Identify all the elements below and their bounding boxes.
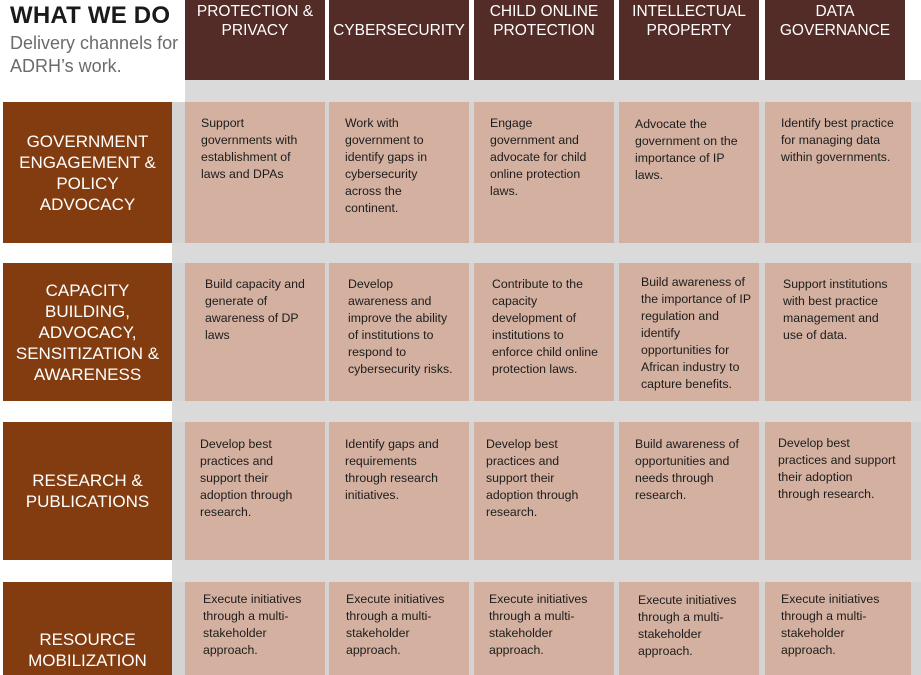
row-gap-3 <box>172 560 921 582</box>
column-header-label: DATA GOVERNANCE <box>779 3 891 39</box>
table-cell <box>765 263 911 401</box>
cell-text: Execute initiatives through a multi-stakeholder approach. <box>346 592 445 657</box>
cell-text: Execute initiatives through a multi-stakeholder approach. <box>489 592 588 657</box>
column-header-label: PROTECTION & PRIVACY <box>196 3 314 39</box>
column-header-label: CYBERSECURITY <box>333 22 465 39</box>
page-subtitle: Delivery channels for ADRH’s work. <box>10 33 179 76</box>
cell-text: Support governments with establishment of laws and DPAs <box>201 116 298 181</box>
row-gap-2 <box>172 401 921 422</box>
header-separator-band <box>185 80 921 102</box>
cell-text: Develop awareness and improve the ability of institutions to respond to cybersecurity risks. <box>348 277 453 376</box>
column-header-data-governance <box>765 0 905 80</box>
cell-text: Develop best practices and support their adoption through research. <box>778 436 896 501</box>
column-header-intellectual-property <box>619 0 759 80</box>
table-cell <box>619 102 759 243</box>
cell-text: Execute initiatives through a multi-stakeholder approach. <box>203 592 302 657</box>
table-cell <box>329 102 469 243</box>
cell-text: Identify best practice for managing data within governments. <box>781 116 894 164</box>
column-header-protection-privacy <box>185 0 325 80</box>
cell-text: Develop best practices and support their adoption through research. <box>486 437 579 519</box>
cell-text: Work with government to identify gaps in cybersecurity across the continent. <box>345 116 428 215</box>
table-cell <box>185 102 325 243</box>
table-cell <box>185 263 325 401</box>
cell-text: Support institutions with best practice management and use of data. <box>783 277 888 342</box>
table-cell <box>329 582 469 675</box>
table-cell <box>619 422 759 560</box>
cell-text: Build awareness of opportunities and needs through research. <box>635 437 739 502</box>
table-cell <box>765 422 911 560</box>
table-cell <box>474 263 614 401</box>
title-block <box>10 2 182 78</box>
cell-text: Engage government and advocate for child online protection laws. <box>490 116 587 198</box>
row-header-label: GOVERNMENT ENGAGEMENT & POLICY ADVOCACY <box>19 131 156 214</box>
table-cell <box>474 422 614 560</box>
row-header-research-publications <box>3 422 172 560</box>
table-cell <box>765 102 911 243</box>
cell-text: Execute initiatives through a multi-stakeholder approach. <box>638 593 737 658</box>
cell-text: Advocate the government on the importance of IP laws. <box>635 117 738 182</box>
row-header-resource-mobilization <box>3 582 172 675</box>
row-header-label: CAPACITY BUILDING, ADVOCACY, SENSITIZATION & AWARENESS <box>15 280 160 384</box>
row-header-capacity-building <box>3 263 172 401</box>
table-cell <box>185 422 325 560</box>
table-cell <box>619 582 759 675</box>
table-cell <box>619 263 759 401</box>
table-cell <box>474 102 614 243</box>
cell-text: Develop best practices and support their adoption through research. <box>200 437 293 519</box>
page-title: WHAT WE DO <box>10 2 171 29</box>
row-gap-1 <box>172 243 921 263</box>
column-header-label: INTELLECTUAL PROPERTY <box>632 3 746 39</box>
table-cell <box>185 582 325 675</box>
row-header-label: RESEARCH & PUBLICATIONS <box>25 471 150 511</box>
cell-text: Execute initiatives through a multi-stakeholder approach. <box>781 592 880 657</box>
cell-text: Build capacity and generate of awareness of DP laws <box>205 277 305 342</box>
cell-text: Contribute to the capacity development of institutions to enforce child online protection laws. <box>492 277 598 376</box>
table-cell <box>329 422 469 560</box>
column-header-child-online-protection <box>474 0 614 80</box>
column-header-cybersecurity <box>329 0 469 80</box>
column-header-label: CHILD ONLINE PROTECTION <box>489 3 599 39</box>
row-header-label: RESOURCE MOBILIZATION <box>28 630 147 670</box>
cell-text: Build awareness of the importance of IP regulation and identify opportunities for African industry to capture benefits. <box>641 275 751 391</box>
table-cell <box>329 263 469 401</box>
table-cell <box>765 582 911 675</box>
table-cell <box>474 582 614 675</box>
row-header-government-engagement <box>3 102 172 243</box>
cell-text: Identify gaps and requirements through research initiatives. <box>345 437 439 502</box>
